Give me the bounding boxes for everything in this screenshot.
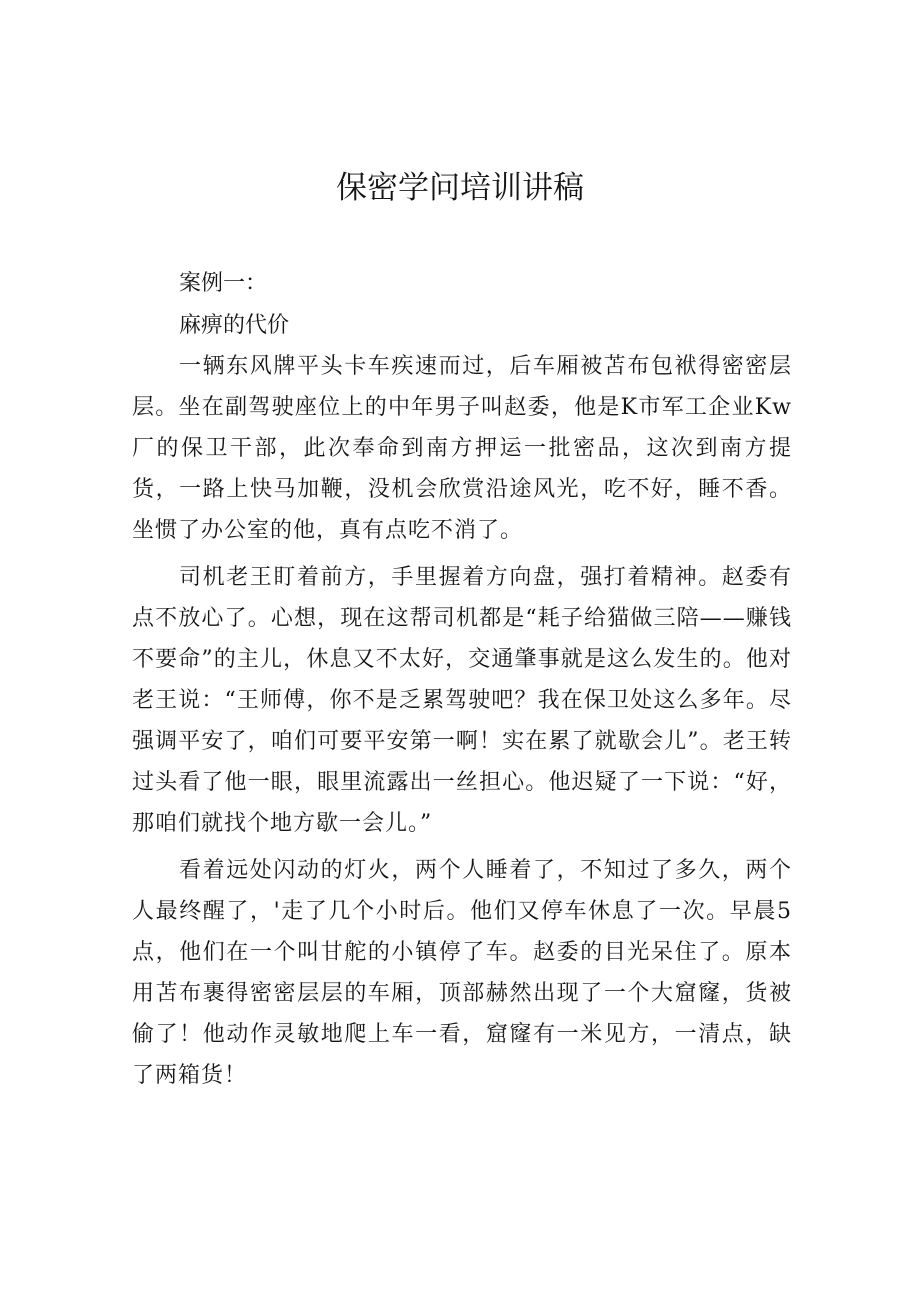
case-subtitle: 麻痹的代价	[179, 313, 290, 338]
document-title: 保密学问培训讲稿	[336, 170, 584, 206]
document-body	[132, 264, 792, 1096]
paragraph: 看着远处闪动的灯火，两个人睡着了，不知过了多久，两个人最终醒了，'走了几个小时后。他们又停车休息了一次。早晨5点，他们在一个叫甘舵的小镇停了车。赵委的目光呆住了。原本用苫布裹得密密层层的车厢，顶部赫然出现了一个大窟窿，货被偷了！他动作灵敏地爬上车一看，窟窿有一米见方，一清点，缺了两箱货！	[132, 858, 792, 1088]
paragraph: 一辆东风牌平头卡车疾速而过，后车厢被苫布包袱得密密层层。坐在副驾驶座位上的中年男子叫赵委，他是K市军工企业Kw厂的保卫干部，此次奉命到南方押运一批密品，这次到南方提货，一路上快马加鞭，没机会欣赏沿途风光，吃不好，睡不香。坐惯了办公室的他，真有点吃不消了。	[132, 354, 792, 543]
case-label: 案例一：	[179, 271, 268, 296]
paragraph: 司机老王盯着前方，手里握着方向盘，强打着精神。赵委有点不放心了。心想，现在这帮司机都是“耗子给猫做三陪——赚钱不要命”的主儿，休息又不太好，交通肇事就是这么发生的。他对老王说：“王师傅，你不是乏累驾驶吧？我在保卫处这么多年。尽强调平安了，咱们可要平安第一啊！实在累了就歇会儿”。老王转过头看了他一眼，眼里流露出一丝担心。他迟疑了一下说：“好，那咱们就找个地方歇一会儿。”	[132, 565, 792, 836]
